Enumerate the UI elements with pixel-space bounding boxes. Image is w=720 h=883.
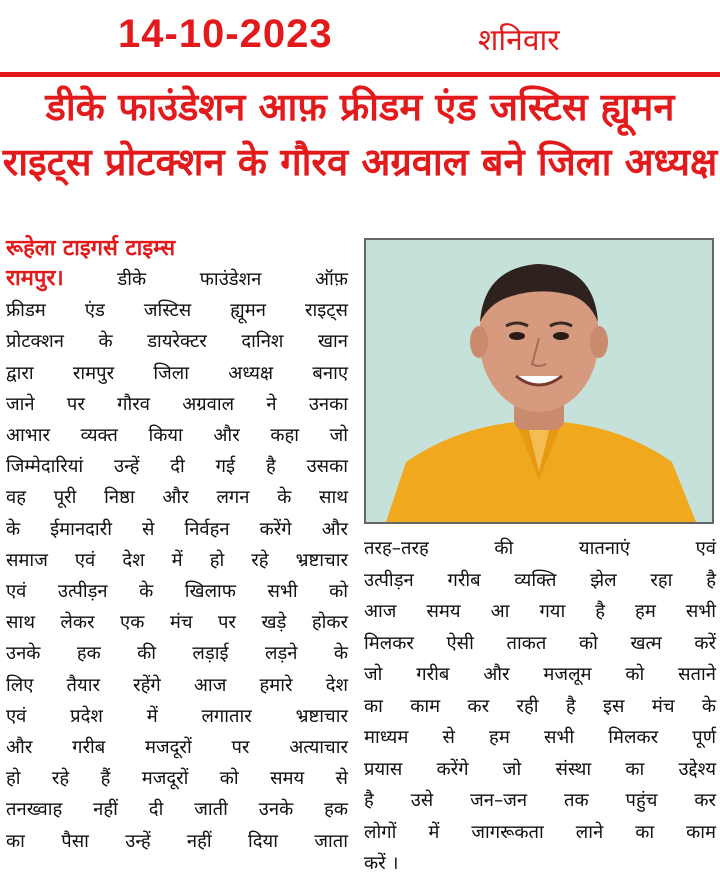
headline-line-2: राइट्स प्रोटक्शन के गौरव अग्रवाल बने जिला अध्यक्ष <box>2 140 718 184</box>
edition-date: 14-10-2023 <box>118 12 333 56</box>
article-line: करें । <box>364 853 399 874</box>
article-line: समाज एवं देश में हो रहे भ्रष्टाचार <box>6 549 348 571</box>
article-line: हो रहे हैं मजदूरों को समय से <box>6 768 348 790</box>
edition-day: शनिवार <box>478 23 560 58</box>
headline-line-1: डीके फाउंडेशन आफ़ फ्रीडम एंड जस्टिस ह्यूमन <box>45 85 675 129</box>
dateline-city: रामपुर। <box>6 266 64 291</box>
article-line: उत्पीड़न गरीब व्यक्ति झेल रहा है <box>364 569 716 591</box>
masthead-rule <box>0 72 720 77</box>
article-line: है उसे जन–जन तक पहुंच कर <box>364 790 716 811</box>
article-line: उनके हक की लड़ाई लड़ने के <box>6 643 348 665</box>
article-line: द्वारा रामपुर जिला अध्यक्ष बनाए <box>6 362 348 384</box>
article-line: प्रयास करेंगे जो संस्था का उद्देश्य <box>364 758 716 780</box>
article-line: जो गरीब और मजलूम को सताने <box>364 664 716 685</box>
article-line: एवं उत्पीड़न के खिलाफ सभी को <box>6 581 348 603</box>
article-line: प्रोटक्शन के डायरेक्टर दानिश खान <box>6 331 348 353</box>
article-line: रामपुर। डीके फाउंडेशन ऑफ़ <box>6 266 348 291</box>
article-line: जाने पर गौरव अग्रवाल ने उनका <box>6 393 348 415</box>
article-line: फ्रीडम एंड जस्टिस ह्यूमन राइट्स <box>6 300 348 322</box>
article-line: का पैसा उन्हें नहीं दिया जाता <box>6 830 348 852</box>
masthead <box>0 0 720 72</box>
article-line: तनख्वाह नहीं दी जाती उनके हक <box>6 799 348 821</box>
byline: रूहेला टाइगर्स टाइम्स <box>6 236 176 261</box>
article-line: लिए तैयार रहेंगे आज हमारे देश <box>6 674 348 696</box>
article-line: आज समय आ गया है हम सभी <box>364 601 716 622</box>
article-line: माध्यम से हम सभी मिलकर पूर्ण <box>364 727 716 748</box>
portrait-illustration <box>366 240 712 522</box>
article-line: वह पूरी निष्ठा और लगन के साथ <box>6 487 348 509</box>
headline <box>0 82 720 188</box>
article-line: लोगों में जागरूकता लाने का काम <box>364 821 716 843</box>
article-line: साथ लेकर एक मंच पर खड़े होकर <box>6 612 348 634</box>
article-line: जिम्मेदारियां उन्हें दी गई है उसका <box>6 456 348 478</box>
article-line: का काम कर रही है इस मंच के <box>364 695 716 717</box>
article-column-2 <box>364 533 716 880</box>
portrait-photo <box>364 238 714 524</box>
article-line: तरह–तरह की यातनाएं एवं <box>364 538 716 559</box>
article-line: एवं प्रदेश में लगातार भ्रष्टाचार <box>6 705 348 727</box>
article-column-1 <box>6 263 348 857</box>
article-line: और गरीब मजदूरों पर अत्याचार <box>6 737 348 759</box>
article-line: आभार व्यक्त किया और कहा जो <box>6 425 348 447</box>
article-line: के ईमानदारी से निर्वहन करेंगे और <box>6 518 348 540</box>
article-line: मिलकर ऐसी ताकत को खत्म करें <box>364 632 716 654</box>
